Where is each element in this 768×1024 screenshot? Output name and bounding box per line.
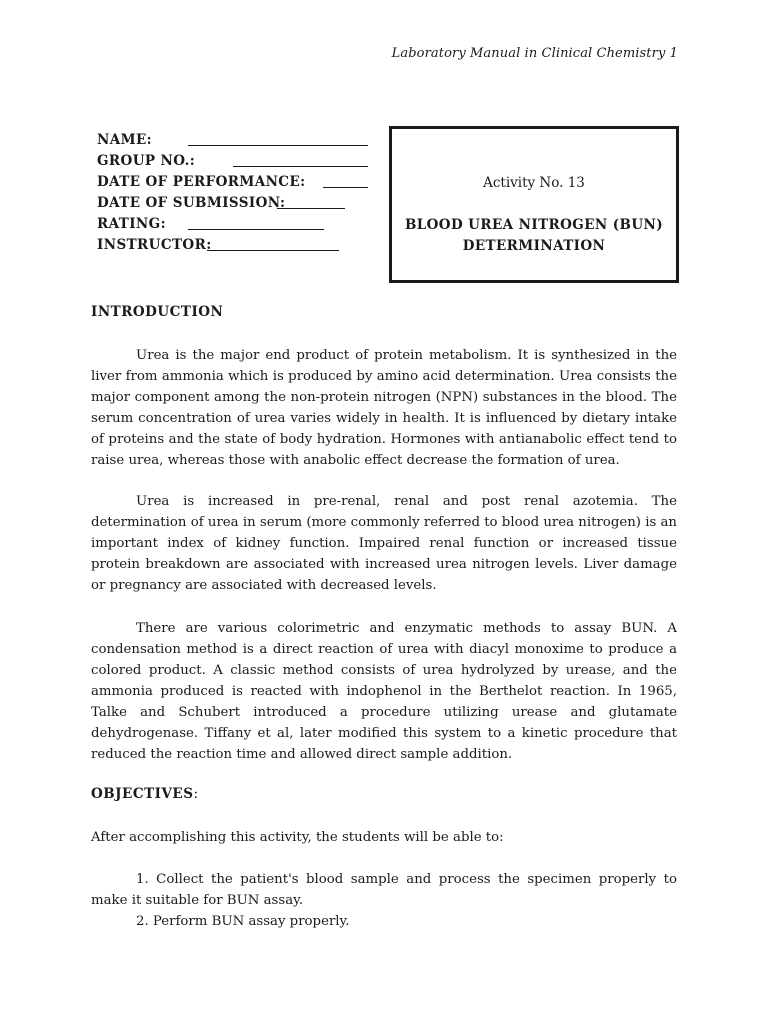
intro-paragraph-1: Urea is the major end product of protein metabolism. It is synthesized in the liver from ammonia which is produced by amino acid determination. Urea consists the major component among the non-protein nitrogen (NPN) substances in the blood. The serum concentration of urea varies widely in health. It is influenced by dietary intake of proteins and the state of body hydration. Hormones with antianabolic effect tend to raise urea, whereas those with anabolic effect decrease the formation of urea. (91, 348, 677, 468)
info-row-instructor (97, 235, 306, 256)
info-row-date-submission (97, 193, 306, 214)
info-row-name (97, 130, 306, 151)
group-blank (233, 166, 368, 167)
info-label-group: GROUP NO.: (97, 153, 196, 169)
activity-title (392, 215, 676, 257)
info-label-instructor: INSTRUCTOR: (97, 237, 212, 253)
introduction-heading: INTRODUCTION (91, 304, 224, 320)
objectives-lead: After accomplishing this activity, the students will be able to: (91, 830, 504, 845)
date-performance-blank (323, 187, 368, 188)
running-header: Laboratory Manual in Clinical Chemistry 1 (391, 46, 678, 61)
student-info-block (97, 130, 306, 256)
info-row-rating (97, 214, 306, 235)
activity-title-line1: BLOOD UREA NITROGEN (BUN) (404, 217, 664, 233)
info-label-rating: RATING: (97, 216, 166, 232)
objectives-heading (91, 786, 199, 802)
name-blank (188, 145, 368, 146)
intro-paragraph-3: There are various colorimetric and enzymatic methods to assay BUN. A condensation method is a direct reaction of urea with diacyl monoxime to produce a colored product. A classic method consists of urea hydrolyzed by urease, and the ammonia produced is reacted with indophenol in the Berthelot reaction. In 1965, Talke and Schubert introduced a procedure utilizing urease and glutamate dehydrogenase. Tiffany et al, later modified this system to a kinetic procedure that reduced the reaction time and allowed direct sample addition. (91, 621, 677, 762)
info-row-group (97, 151, 306, 172)
objectives-heading-text: OBJECTIVES (91, 786, 194, 802)
rating-blank (188, 229, 324, 230)
date-submission-blank (277, 208, 345, 209)
instructor-blank (207, 250, 339, 251)
activity-title-box (389, 126, 679, 283)
info-row-date-performance (97, 172, 306, 193)
objective-item-2: 2. Perform BUN assay properly. (136, 914, 350, 929)
info-label-date-performance: DATE OF PERFORMANCE: (97, 174, 306, 190)
objective-item-1: 1. Collect the patient's blood sample and process the specimen properly to make it suitable for BUN assay. (91, 872, 677, 908)
info-label-date-submission: DATE OF SUBMISSION: (97, 195, 286, 211)
activity-title-line2: DETERMINATION (462, 238, 606, 254)
activity-number: Activity No. 13 (483, 175, 585, 191)
objectives-heading-colon: : (193, 786, 199, 802)
info-label-name: NAME: (97, 132, 153, 148)
intro-paragraph-2: Urea is increased in pre-renal, renal and post renal azotemia. The determination of urea in serum (more commonly referred to blood urea nitrogen) is an important index of kidney function. Impaired renal function or increased tissue protein breakdown are associated with increased urea nitrogen levels. Liver damage or pregnancy are associated with decreased levels. (91, 494, 677, 593)
